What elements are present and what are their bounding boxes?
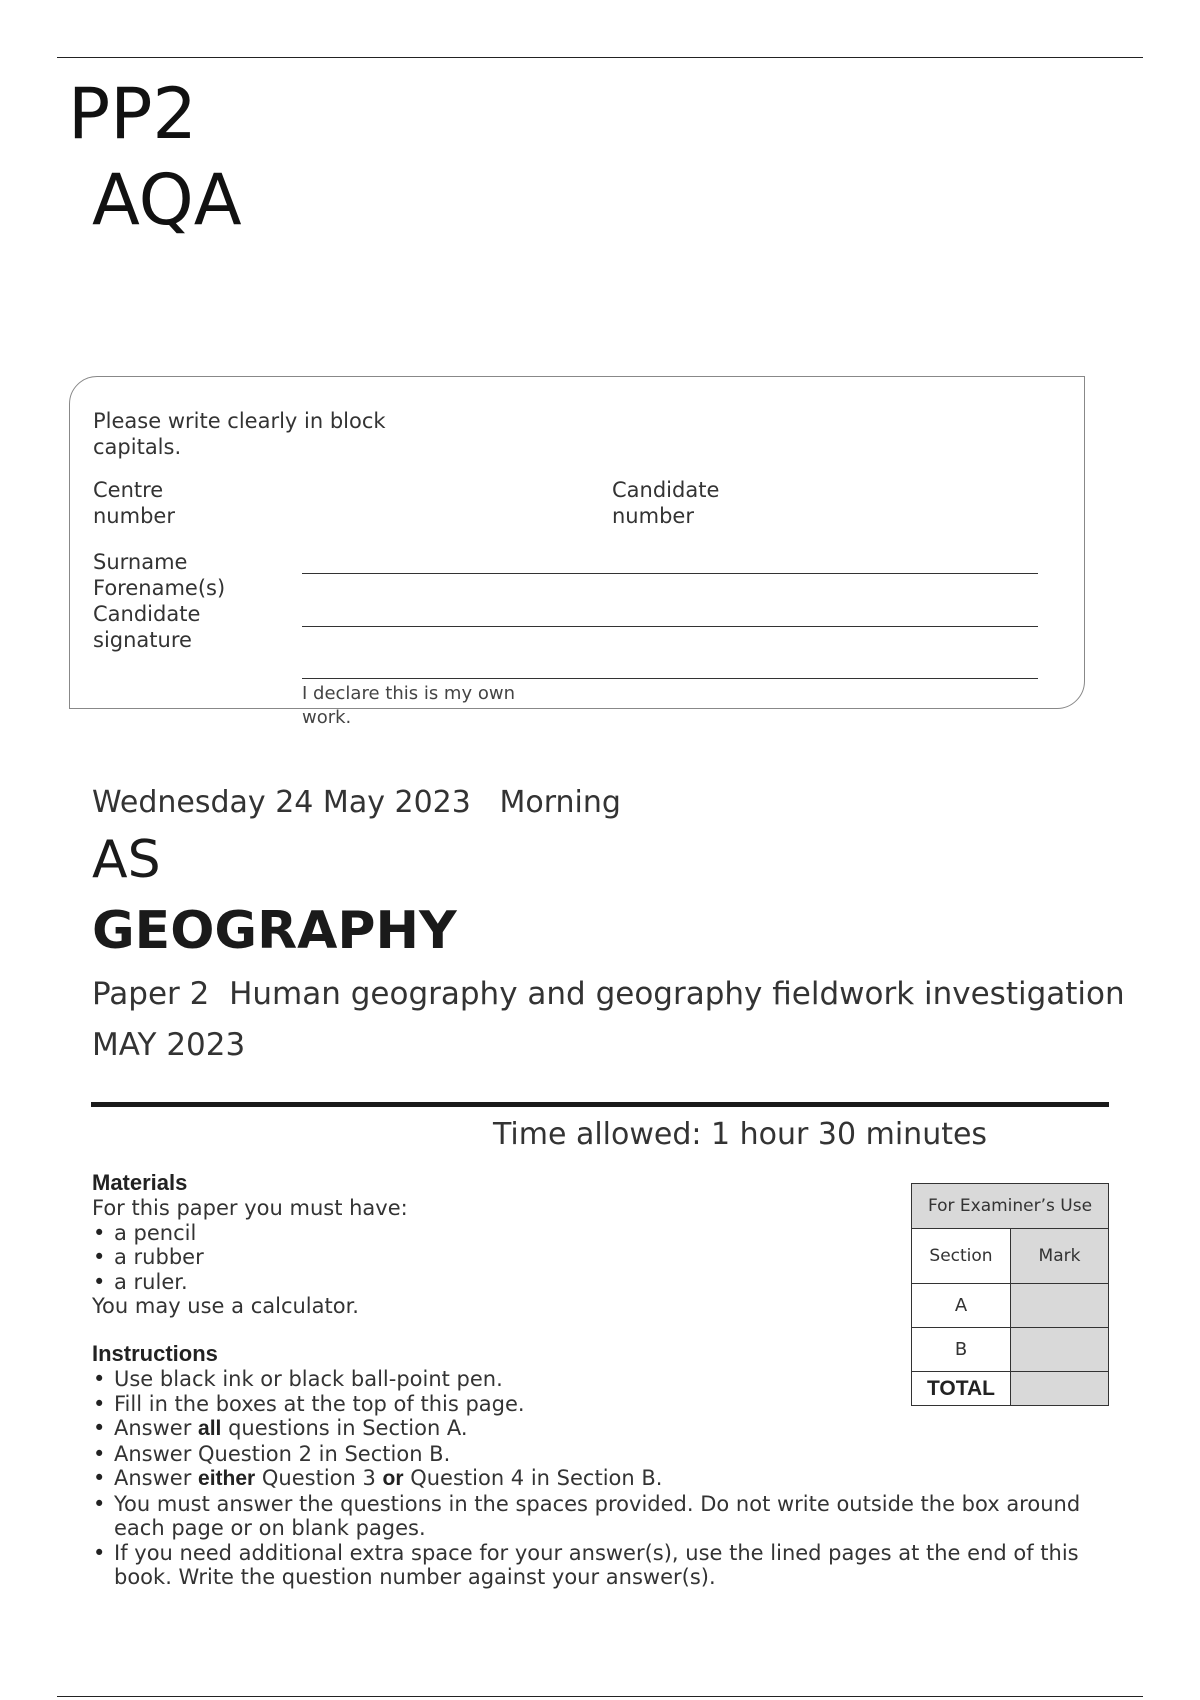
top-rule (57, 57, 1143, 58)
forenames-label: Forename(s) (93, 576, 226, 600)
exam-time-of-day: Morning (499, 785, 621, 820)
list-item (92, 1416, 1092, 1442)
paper-code: PP2 (68, 73, 197, 155)
instruction-emphasis: or (382, 1467, 404, 1490)
instruction-text: Question 4 in Section B. (403, 1466, 663, 1490)
surname-label: Surname (93, 550, 188, 574)
declaration-text: I declare this is my own work. (302, 683, 515, 728)
mark-column-header: Mark (1011, 1229, 1109, 1284)
instruction-text: Answer (114, 1466, 199, 1490)
subject-title: GEOGRAPHY (92, 901, 457, 961)
list-item: • a pencil (92, 1221, 852, 1246)
section-divider (91, 1102, 1109, 1107)
surname-field[interactable] (302, 573, 1038, 574)
qualification-level: AS (92, 830, 161, 890)
paper-title: Human geography and geography fieldwork investigation (229, 976, 1125, 1012)
list-item: • Use black ink or black ball-point pen. (92, 1367, 1092, 1392)
forenames-field[interactable] (302, 626, 1038, 627)
exam-date: Wednesday 24 May 2023 (92, 785, 471, 820)
list-item: • a rubber (92, 1245, 852, 1270)
list-item: • Fill in the boxes at the top of this page. (92, 1392, 1092, 1417)
total-label: TOTAL (912, 1372, 1011, 1406)
section-b-mark-cell[interactable] (1011, 1328, 1109, 1372)
block-capitals-instruction: Please write clearly in block capitals. (93, 409, 386, 459)
list-item: • If you need additional extra space for your answer(s), use the lined pages at the end of this book. Write the question number against your answer(s). (92, 1541, 1092, 1590)
calculator-note: You may use a calculator. (92, 1294, 359, 1318)
bottom-rule (57, 1696, 1143, 1697)
list-item: • a ruler. (92, 1270, 852, 1295)
instruction-emphasis: all (198, 1417, 222, 1440)
candidate-signature-label: Candidate signature (93, 602, 201, 652)
list-item (92, 1466, 1092, 1492)
section-b-label: B (912, 1328, 1011, 1372)
materials-list (92, 1221, 852, 1295)
paper-number: Paper 2 (92, 976, 210, 1012)
materials-heading: Materials (92, 1170, 188, 1195)
section-a-label: A (912, 1284, 1011, 1328)
examiner-use-table (911, 1183, 1109, 1406)
instructions-heading: Instructions (92, 1341, 218, 1366)
signature-field[interactable] (302, 678, 1038, 679)
centre-number-label: Centre number (93, 478, 175, 528)
section-a-mark-cell[interactable] (1011, 1284, 1109, 1328)
total-mark-cell[interactable] (1011, 1372, 1109, 1406)
exam-session: MAY 2023 (92, 1027, 246, 1063)
exam-date-line (92, 783, 621, 823)
list-item: • Answer Question 2 in Section B. (92, 1442, 1092, 1467)
materials-section (92, 1170, 852, 1319)
list-item: • You must answer the questions in the spaces provided. Do not write outside the box around each page or on blank pages. (92, 1492, 1092, 1541)
instruction-text: Question 3 (255, 1466, 383, 1490)
instruction-text: questions in Section A. (221, 1416, 468, 1440)
examiner-table-title: For Examiner’s Use (912, 1184, 1109, 1229)
section-column-header: Section (912, 1229, 1011, 1284)
materials-intro: For this paper you must have: (92, 1196, 408, 1220)
paper-title-line (92, 974, 1125, 1014)
candidate-number-label: Candidate number (612, 478, 720, 528)
exam-board-name: AQA (92, 159, 242, 241)
time-allowed: Time allowed: 1 hour 30 minutes (493, 1117, 988, 1152)
instruction-emphasis: either (198, 1467, 256, 1490)
instruction-text: Answer (114, 1416, 199, 1440)
